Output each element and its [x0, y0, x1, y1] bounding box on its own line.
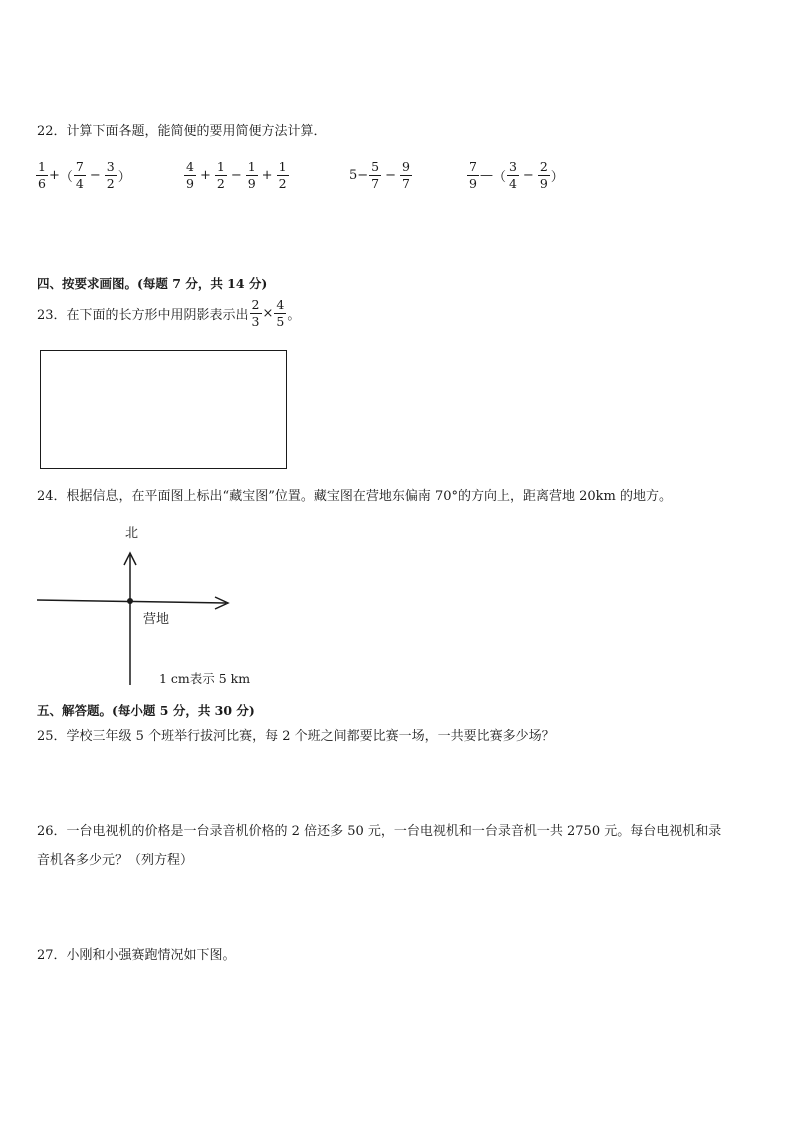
fraction: $\frac{4}{9}$	[186, 159, 194, 191]
section-4-heading: 四、按要求画图。(每题 7 分，共 14 分)	[37, 276, 268, 291]
fraction: $\frac{1}{2}$	[278, 159, 287, 191]
fraction: $\frac{7}{4}$	[75, 159, 84, 191]
question-27-text: 27．小刚和小强赛跑情况如下图。	[37, 948, 236, 963]
compass-svg	[0, 520, 300, 690]
scale-label: 1 cm表示 5 km	[159, 671, 251, 686]
expression-22-4: $\frac{7}{9}$ — （ $\frac{3}{4}$ − $\frac{2}{9}$ ）	[469, 159, 564, 191]
expression-22-2: $\frac{4}{9}$ + $\frac{1}{2}$ − $\frac{1}{9}$ + $\frac{1}{2}$	[186, 159, 287, 191]
compass-diagram	[0, 520, 300, 690]
fraction: $\frac{1}{2}$	[216, 159, 225, 191]
question-26-line-2: 音机各多少元？（列方程）	[37, 853, 194, 868]
question-22-text: 22．计算下面各题，能简便的要用简便方法计算．	[37, 124, 327, 139]
fraction: $\frac{1}{9}$	[247, 159, 256, 191]
fraction: $\frac{9}{7}$	[402, 159, 410, 191]
fraction: $\frac{1}{6}$	[38, 159, 46, 191]
fraction: $\frac{7}{9}$	[469, 159, 477, 191]
fraction: $\frac{4}{5}$	[276, 297, 285, 329]
section-5-heading: 五、解答题。(每小题 5 分，共 30 分)	[37, 703, 255, 718]
north-label: 北	[125, 526, 139, 541]
fraction: $\frac{3}{4}$	[508, 159, 517, 191]
fraction: $\frac{3}{2}$	[106, 159, 115, 191]
question-23-text: 23．在下面的长方形中用阴影表示出 $\frac{2}{3}$ × $\frac{4}{5}$ 。	[37, 297, 301, 329]
question-25-text: 25．学校三年级 5 个班举行拔河比赛，每 2 个班之间都要比赛一场，一共要比赛多少场？	[37, 729, 555, 744]
camp-point	[127, 598, 133, 604]
question-24-text: 24．根据信息，在平面图上标出“藏宝图”位置。藏宝图在营地东偏南 70°的方向上，距离营地 20km 的地方。	[37, 489, 673, 504]
fraction: $\frac{2}{3}$	[251, 297, 260, 329]
camp-label: 营地	[143, 612, 170, 627]
answer-rectangle[interactable]	[40, 350, 287, 469]
expression-22-1: $\frac{1}{6}$ + （ $\frac{7}{4}$ − $\frac{3}{2}$ ）	[38, 159, 131, 191]
fraction: $\frac{5}{7}$	[371, 159, 380, 191]
question-26-line-1: 26．一台电视机的价格是一台录音机价格的 2 倍还多 50 元，一台电视机和一台录音机一共 2750 元。每台电视机和录	[37, 824, 722, 839]
expression-22-3: 5− $\frac{5}{7}$ − $\frac{9}{7}$	[349, 159, 410, 191]
fraction: $\frac{2}{9}$	[539, 159, 548, 191]
